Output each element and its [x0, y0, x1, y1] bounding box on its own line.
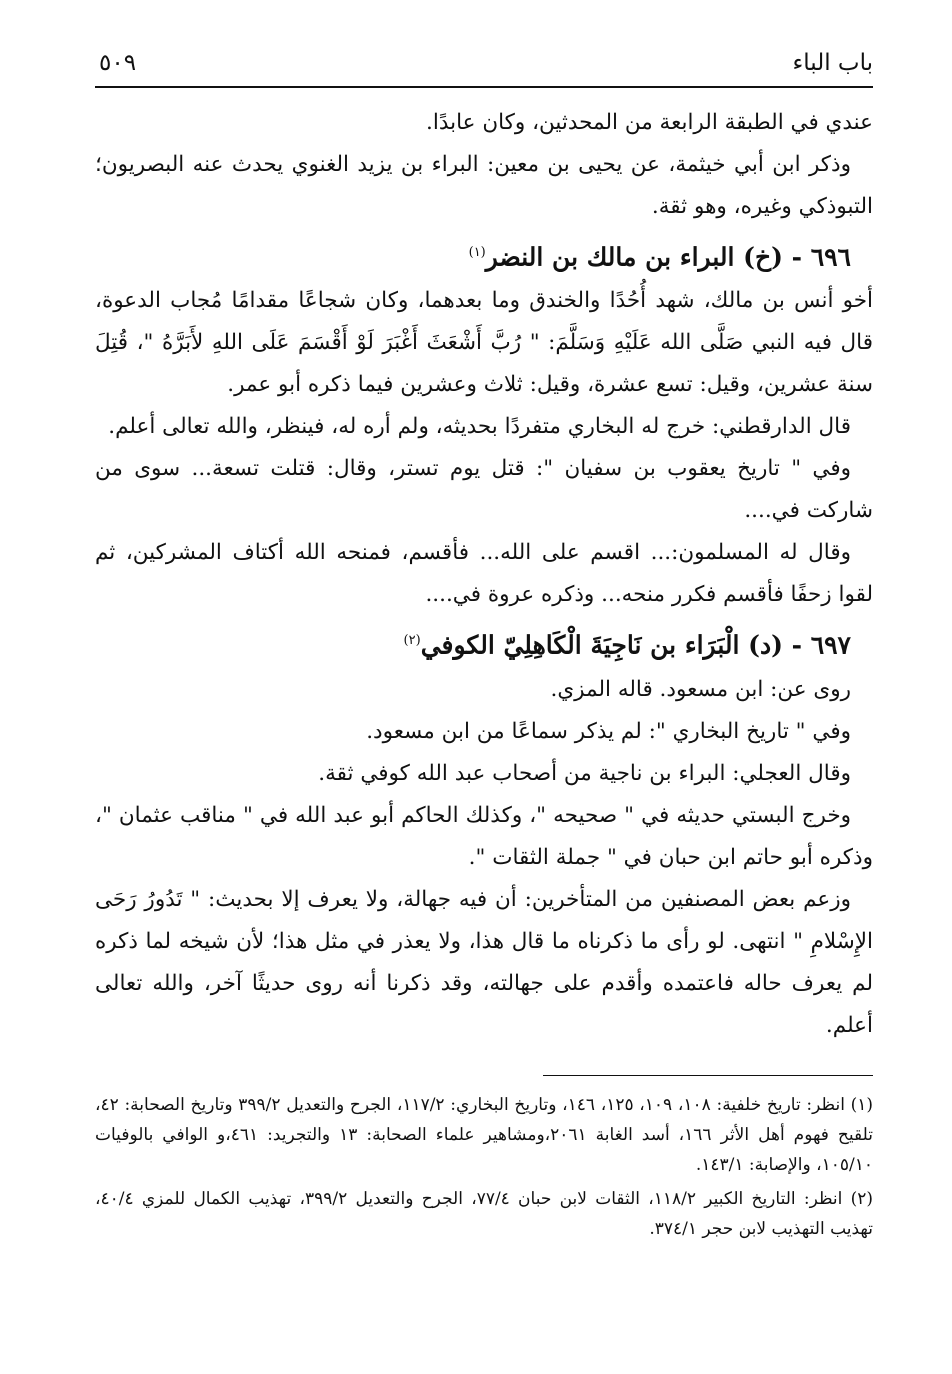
paragraph: روى عن: ابن مسعود. قاله المزي. — [550, 676, 851, 702]
footnotes — [95, 1090, 873, 1244]
entry-title: ٦٩٦ - (خ) البراء بن مالك بن النضر — [485, 242, 851, 272]
entry-heading-697 — [95, 618, 873, 668]
entry-heading-696 — [95, 230, 873, 280]
book-page — [95, 40, 873, 1248]
footnote-marker: (٢) — [403, 633, 421, 649]
footnote-divider — [543, 1075, 873, 1076]
paragraph: وفي " تاريخ البخاري ": لم يذكر سماعًا من ابن مسعود. — [366, 718, 851, 744]
paragraph: وفي " تاريخ يعقوب بن سفيان ": قتل يوم تستر، وقال: قتلت تسعة... سوى من شاركت في.... — [95, 456, 873, 524]
footnote: (٢) انظر: التاريخ الكبير ١١٨/٢، الثقات لابن حبان ٧٧/٤، الجرح والتعديل ٣٩٩/٢، تهذيب الكمال للمزي ٤٠/٤، تهذيب التهذيب لابن حجر ٣٧٤/١. — [95, 1188, 874, 1239]
page-number: ٥٠٩ — [99, 50, 137, 76]
running-header — [95, 40, 873, 88]
main-text — [95, 102, 873, 1047]
paragraph: وذكر ابن أبي خيثمة، عن يحيى بن معين: البراء بن يزيد الغنوي يحدث عنه البصريون؛ التبوذكي وغيره، وهو ثقة. — [95, 152, 873, 219]
paragraph: وقال العجلي: البراء بن ناجية من أصحاب عبد الله كوفي ثقة. — [318, 760, 851, 786]
paragraph: أخو أنس بن مالك، شهد أُحُدًا والخندق وما بعدهما، وكان شجاعًا مقدامًا مُجاب الدعوة، قال فيه النبي صَلَّى الله عَلَيْهِ وَسَلَّمَ: " رُبَّ أَشْعَثَ أَغْبَرَ لَوْ أَقْسَمَ عَلَى اللهِ لأَبَرَّهُ "، قُتِلَ سنة عشرين، وقيل: تسع عشرة، وقيل: ثلاث وعشرين فيما ذكره أبو عمر. — [95, 288, 873, 398]
paragraph: وزعم بعض المصنفين من المتأخرين: أن فيه جهالة، ولا يعرف إلا بحديث: " تَدُورُ رَحَى الإِسْلامِ " انتهى. لو رأى ما ذكرناه ما قال هذا، ولا يعذر في مثل هذا؛ لأن شيخه لما ذكره لم يعرف حاله فاعتمده وأقدم على جهالته، وقد ذكرنا أنه روى حديثًا آخر، والله تعالى أعلم. — [95, 886, 873, 1038]
paragraph: قال الدارقطني: خرج له البخاري متفردًا بحديثه، ولم أره له، فينظر، والله تعالى أعلم. — [108, 414, 851, 440]
chapter-title: باب الباء — [792, 50, 873, 76]
paragraph: عندي في الطبقة الرابعة من المحدثين، وكان عابدًا. — [426, 110, 873, 135]
footnote: (١) انظر: تاريخ خلفية: ١٠٨، ١٠٩، ١٢٥، ١٤٦، وتاريخ البخاري: ١١٧/٢، الجرح والتعديل ٣٩٩/٢ وتاريخ الصحابة: ٤٢، تلقيح فهوم أهل الأثر ١٦٦، أسد الغابة ٢٠٦١،ومشاهير علماء الصحابة: ١٣ والتجريد: ٤٦١،و الوافي بالوفيات ١٠٥/١٠، والإصابة: ١٤٣/١. — [95, 1094, 874, 1175]
paragraph: وقال له المسلمون:... اقسم على الله... فأقسم، فمنحه الله أكتاف المشركين، ثم لقوا زحفًا فأقسم فكرر منحه... وذكره عروة في.... — [95, 540, 873, 608]
paragraph: وخرج البستي حديثه في " صحيحه "، وكذلك الحاكم أبو عبد الله في " مناقب عثمان "، وذكره أبو حاتم ابن حبان في " جملة الثقات ". — [95, 802, 873, 870]
footnote-marker: (١) — [468, 245, 486, 260]
entry-title: ٦٩٧ - (د) الْبَرَاء بن نَاجِيَةَ الْكَاهِلِيّ الكوفي — [420, 630, 851, 660]
